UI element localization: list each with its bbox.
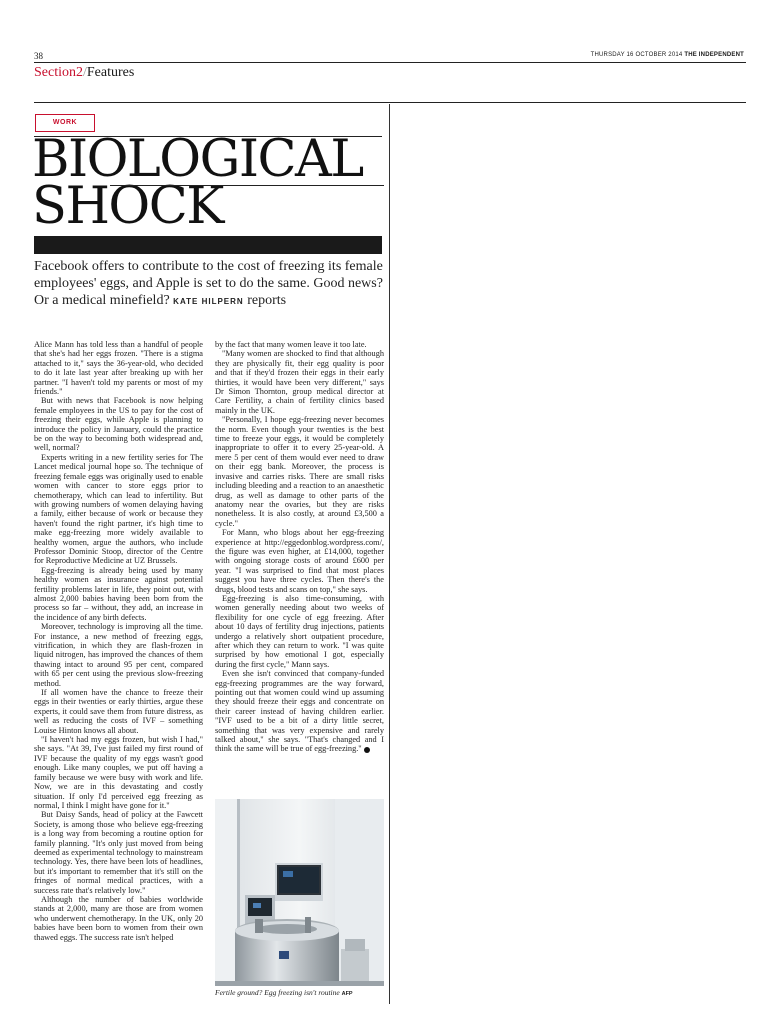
body-column-1 (34, 340, 203, 942)
standfirst (34, 258, 386, 310)
byline: KATE HILPERN (173, 297, 244, 306)
paragraph-text: Even she isn't convinced that company-funded egg-freezing programmes are the way forward, pointing out that women could wind up assuming they should freeze their eggs and concentrate on their career instead of having children earlier. "IVF used to be a bit of a dirty little secret, something that was very expensive and rarely talked about," she says. "That's changed and I think the same will be true of egg-freezing." (215, 669, 384, 754)
dateline (591, 52, 744, 58)
paragraph: "Personally, I hope egg-freezing never becomes the norm. Even though your twenties is the best time to freeze your eggs, it would be completely inappropriate to offer it to every 25-year-old. A mere 5 per cent of them would ever need to draw on their egg bank. Moreover, the process is invasive and carries risks. There are small risks including bleeding and a reaction to an anaesthetic drug, as well as damage to other parts of the anatomy near the ovaries, but they are risks nonetheless. It is also costly, at around £3,500 a cycle." (215, 415, 384, 528)
article-tag: WORK (35, 114, 95, 132)
section-number: Section2 (34, 65, 83, 80)
paragraph: Egg-freezing is already being used by many healthy women as insurance against potential fertility problems later in life, they point out, with almost 2,000 babies having been born from the process so far – without, they add, an increase in the incidence of any birth defects. (34, 565, 203, 622)
headline (32, 130, 384, 236)
paragraph: by the fact that many women leave it too late. (215, 340, 367, 349)
caption-text: Fertile ground? Egg freezing isn't routine (215, 988, 340, 997)
paragraph: Alice Mann has told less than a handful of people that she's had her eggs frozen. "There is a stigma attached to it," says the 36-year-old, who decided to do it late last year after breaking up with her partner. "I haven't told my parents or most of my friends." (34, 340, 203, 397)
page-number: 38 (34, 51, 43, 61)
publication-name: THE INDEPENDENT (684, 52, 744, 58)
section-rule (34, 102, 746, 103)
paragraph: Experts writing in a new fertility series for The Lancet medical journal hope so. The technique of freezing female eggs was originally used to enable women with cancer to store eggs prior to chemotherapy, which can lead to infertility. But with growing numbers of women delaying having a family, either because of work or because they haven't found the right partner, it's high time to make egg-freezing more widely available to healthy women, argue the authors, who include Professor Dominic Stoop, director of the Centre for Reproductive Medicine at UZ Brussels. (34, 452, 203, 566)
section-label: Section2/Features (34, 65, 135, 80)
headline-bar (34, 236, 382, 254)
paragraph: Although the number of babies worldwide stands at 2,000, many are those are from women who underwent chemotherapy. In the UK, only 20 babies have been born to women from their own thawed eggs. The success rate isn't helped (34, 894, 203, 942)
headline-line-1: BIOLOGICAL (32, 130, 363, 189)
end-mark-icon (364, 747, 370, 753)
headline-line-2: SHOCK (32, 177, 223, 236)
paragraph-last (215, 669, 384, 754)
paragraph: "I haven't had my eggs frozen, but wish I had," she says. "At 39, I've just failed my first round of IVF because the quality of my eggs wasn't good enough. Like many couples, we put off having a family because we were busy with work and life. Now, we are in this devastating and costly situation. If only I'd perceived egg freezing as normal, I think I might have gone for it." (34, 735, 203, 810)
headline-rule (110, 185, 384, 186)
column-divider (389, 104, 390, 1004)
paragraph: For Mann, who blogs about her egg-freezing experience at http://eggedonblog.wordpress.com/, the figure was even higher, at £14,000, together with ongoing storage costs of around £600 per year. "I was surprised to find that most places suggest you have three cycles. Then there's the drugs, blood tests and scans on top," she says. (215, 528, 384, 594)
header-rule (34, 62, 746, 63)
standfirst-text: Facebook offers to contribute to the cost of freezing its female employees' eggs, and Apple is set to do the same. Good news? Or a medical minefield? (34, 259, 383, 308)
paragraph: "Many women are shocked to find that although they are physically fit, their egg quality is poor and that if they'd frozen their eggs in their early thirties, it would have been very different," says Dr Simon Thornton, group medical director at Care Fertility, a chain of fertility clinics based mainly in the UK. (215, 349, 384, 415)
body-column-2 (215, 340, 384, 754)
issue-date: THURSDAY 16 OCTOBER 2014 (590, 52, 683, 58)
paragraph: Moreover, technology is improving all the time. For instance, a new method of freezing eggs, vitrification, in which they are flash-frozen in liquid nitrogen, has improved the chances of them thawing intact to around 95 per cent, compared with 65 per cent using the previous slow-freezing method. (34, 622, 203, 688)
paragraph: If all women have the chance to freeze their eggs in their twenties or early thirties, argue these experts, it could save them from future distress, as well as reducing the costs of IVF – something Louise Hinton knows all about. (34, 688, 203, 735)
article-photo (215, 799, 384, 986)
photo-caption (215, 988, 384, 997)
lab-equipment-illustration (215, 799, 384, 986)
paragraph: Egg-freezing is also time-consuming, with women generally needing about two weeks of flexibility for one cycle of egg freezing. After about 10 days of fertility drug injections, patients undergo a relatively short outpatient procedure, after which they can return to work. "I was quite surprised by how emotional I got, especially during the first cycle," Mann says. (215, 593, 384, 669)
paragraph: But Daisy Sands, head of policy at the Fawcett Society, is among those who believe egg-freezing is a long way from becoming a routine option for family planning. "It's only just moved from being deemed as experimental technology to mainstream technology. Yes, there have been lots of headlines, but it's important to remember that it's still on the fringes of normal medical practices, with a success rate that's relatively low." (34, 810, 203, 895)
paragraph: But with news that Facebook is now helping female employees in the US to pay for the cost of freezing their eggs, while Apple is planning to introduce the policy in January, could the practice be on the way to becoming both widespread and, well, normal? (34, 396, 203, 453)
section-name: Features (86, 65, 135, 80)
photo-credit: AFP (341, 991, 353, 997)
byline-suffix: reports (247, 293, 287, 308)
